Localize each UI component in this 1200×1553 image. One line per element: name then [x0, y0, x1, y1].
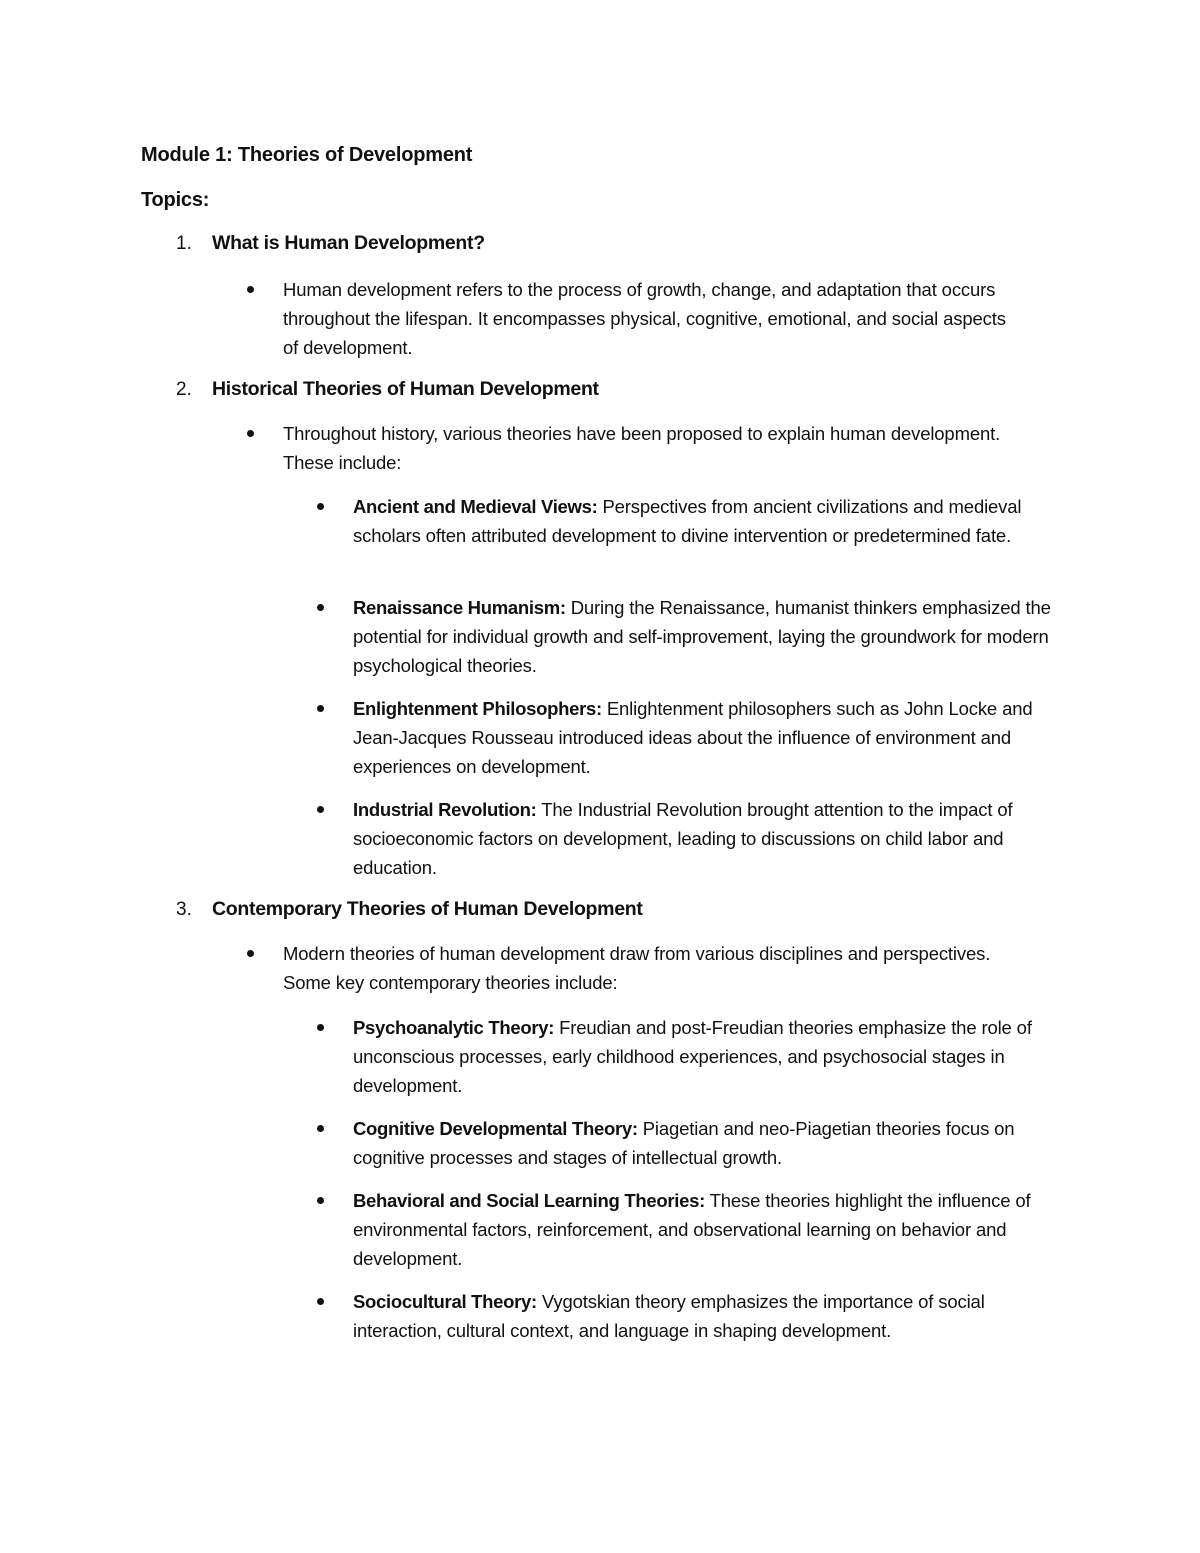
bullet-icon [317, 806, 324, 813]
bullet-icon [247, 430, 254, 437]
bullet-icon [317, 503, 324, 510]
bullet-icon [317, 1125, 324, 1132]
bullet-term: Behavioral and Social Learning Theories: [353, 1190, 705, 1211]
bullet-icon [247, 950, 254, 957]
section-heading: Historical Theories of Human Development [212, 378, 599, 400]
bullet-text: Human development refers to the process of growth, change, and adaptation that occurs throughout the lifespan. It encompasses physical, cognitive, emotional, and social aspects of development. [283, 279, 1006, 358]
document-title: Module 1: Theories of Development [141, 144, 473, 166]
sub-bullet-text [353, 1013, 1068, 1100]
section-number: 1. [176, 233, 192, 254]
sub-bullet-item [353, 694, 1068, 781]
sub-bullet-text [353, 694, 1068, 781]
bullet-item [283, 939, 1013, 997]
bullet-icon [317, 1298, 324, 1305]
bullet-icon [317, 705, 324, 712]
sub-bullet-text [353, 492, 1068, 550]
bullet-icon [317, 1197, 324, 1204]
section-number: 3. [176, 899, 192, 920]
bullet-icon [317, 604, 324, 611]
bullet-icon [247, 286, 254, 293]
sub-bullet-text [353, 795, 1068, 882]
bullet-term: Psychoanalytic Theory: [353, 1017, 555, 1038]
sub-bullet-item [353, 593, 1068, 680]
bullet-text: Modern theories of human development draw from various disciplines and perspectives. Some key contemporary theories include: [283, 943, 991, 993]
sub-bullet-item [353, 1287, 1068, 1345]
sub-bullet-text [353, 1287, 1068, 1345]
sub-bullet-item [353, 492, 1068, 550]
sub-bullet-text [353, 1114, 1068, 1172]
bullet-term: Enlightenment Philosophers: [353, 698, 602, 719]
bullet-term: Cognitive Developmental Theory: [353, 1118, 638, 1139]
bullet-term: Renaissance Humanism: [353, 597, 566, 618]
sub-bullet-item [353, 1013, 1068, 1100]
bullet-term: Sociocultural Theory: [353, 1291, 537, 1312]
bullet-icon [317, 1024, 324, 1031]
section-heading: What is Human Development? [212, 232, 485, 254]
section-number: 2. [176, 379, 192, 400]
bullet-description: The Industrial Revolution brought attention to the impact of socioeconomic factors on development, leading to discussions on child labor and education. [353, 799, 1013, 878]
topics-label: Topics: [141, 189, 210, 211]
bullet-description: During the Renaissance, humanist thinkers emphasized the potential for individual growth and self-improvement, laying the groundwork for modern psychological theories. [353, 597, 1051, 676]
bullet-description: Piagetian and neo-Piagetian theories focus on cognitive processes and stages of intellectual growth. [353, 1118, 1015, 1168]
section-heading: Contemporary Theories of Human Development [212, 898, 643, 920]
sub-bullet-item [353, 1114, 1068, 1172]
bullet-description: Vygotskian theory emphasizes the importance of social interaction, cultural context, and language in shaping development. [353, 1291, 985, 1341]
sub-bullet-text [353, 593, 1068, 680]
bullet-term: Industrial Revolution: [353, 799, 537, 820]
sub-bullet-text [353, 1186, 1068, 1273]
sub-bullet-item [353, 795, 1068, 882]
sub-bullet-item [353, 1186, 1068, 1273]
bullet-description: These theories highlight the influence of environmental factors, reinforcement, and observational learning on behavior and development. [353, 1190, 1031, 1269]
bullet-item [283, 275, 1013, 362]
bullet-text: Throughout history, various theories have been proposed to explain human development. These include: [283, 423, 1001, 473]
bullet-description: Perspectives from ancient civilizations and medieval scholars often attributed development to divine intervention or predetermined fate. [353, 496, 1022, 546]
bullet-description: Freudian and post-Freudian theories emphasize the role of unconscious processes, early childhood experiences, and psychosocial stages in development. [353, 1017, 1032, 1096]
bullet-term: Ancient and Medieval Views: [353, 496, 598, 517]
bullet-description: Enlightenment philosophers such as John Locke and Jean-Jacques Rousseau introduced ideas about the influence of environment and experiences on development. [353, 698, 1033, 777]
bullet-item [283, 419, 1013, 477]
